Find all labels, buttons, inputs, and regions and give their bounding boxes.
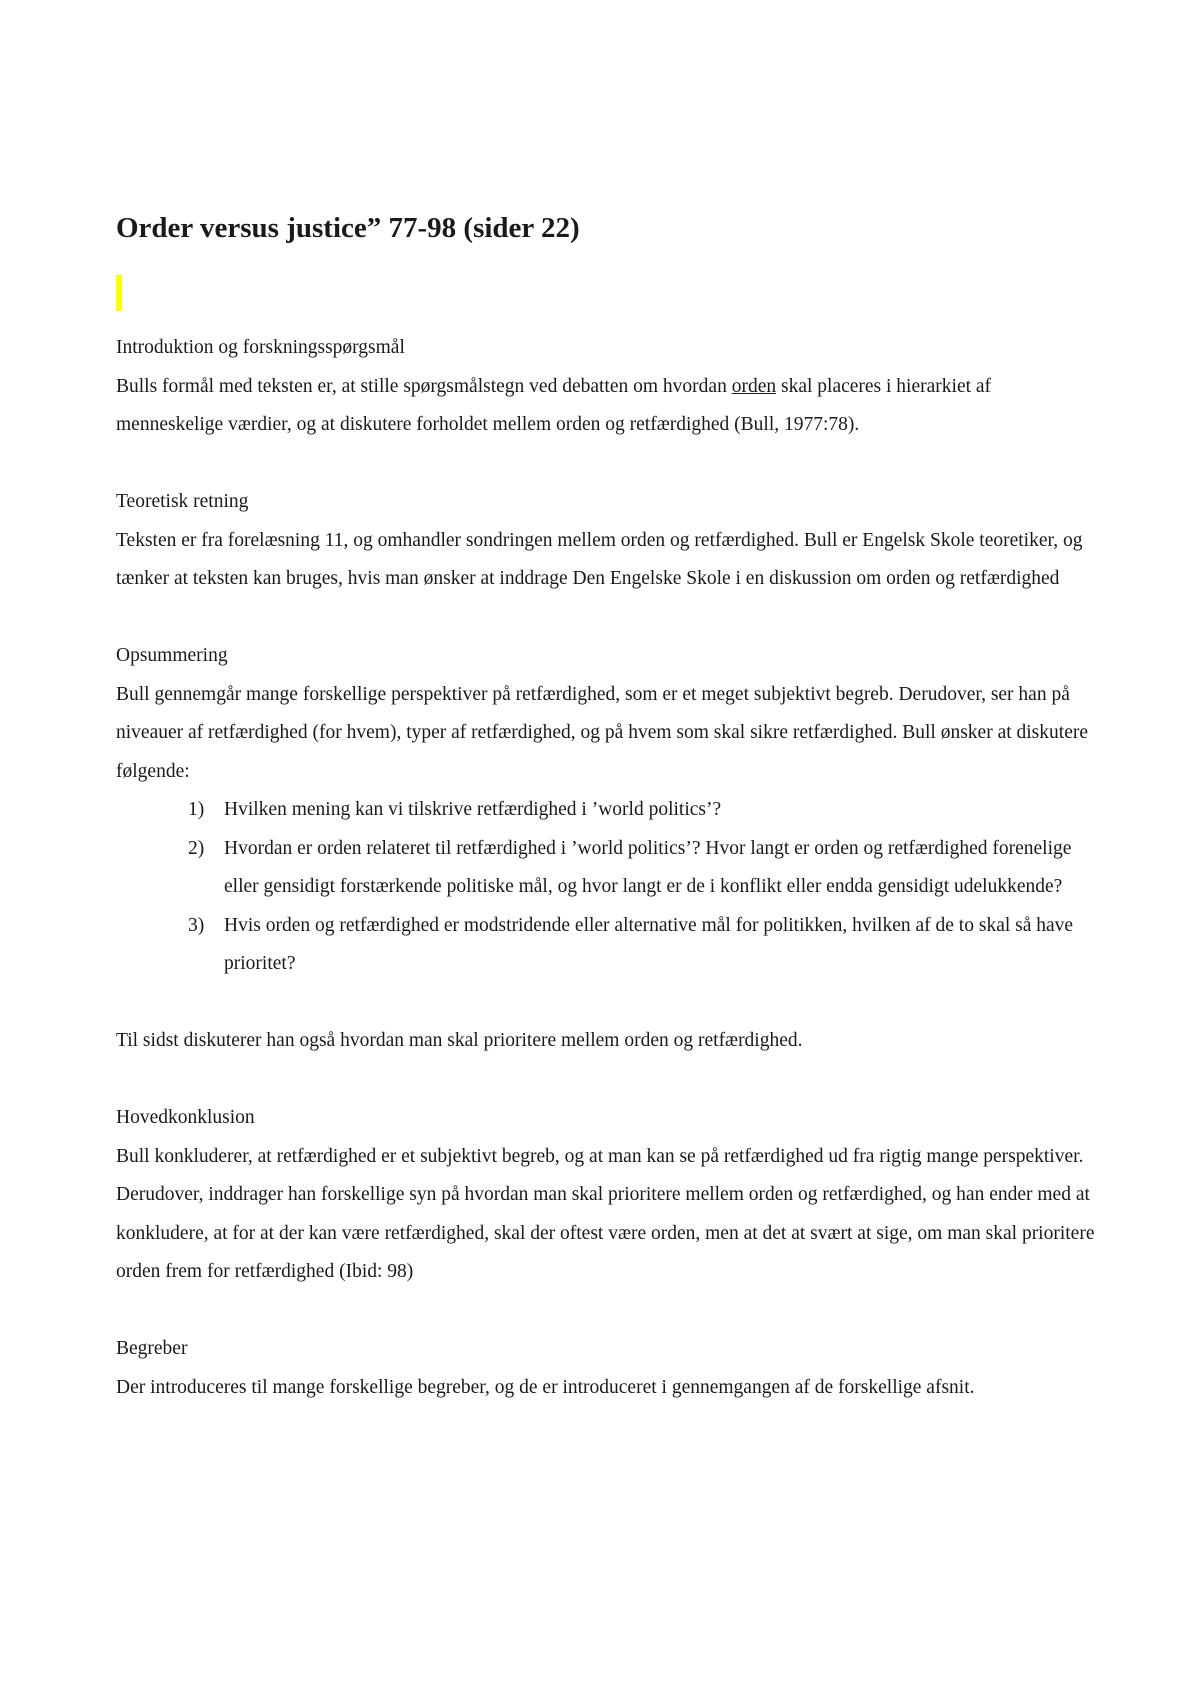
section-heading: Begreber bbox=[116, 1338, 188, 1359]
section-conclusion bbox=[116, 1099, 1096, 1292]
list-number: 2) bbox=[188, 837, 205, 859]
paragraph-text: skal placeres i hierarkiet af menneskelige værdier, og at diskutere forholdet mellem orden og retfærdighed (Bull, 1977:78). bbox=[116, 375, 992, 435]
section-heading: Introduktion og forskningsspørgsmål bbox=[116, 337, 405, 358]
list-item bbox=[188, 907, 1096, 984]
section-theory bbox=[116, 483, 1096, 599]
section-paragraph: Der introduceres til mange forskellige begreber, og de er introduceret i gennemgangen af de forskellige afsnit. bbox=[116, 1376, 975, 1398]
list-number: 1) bbox=[188, 799, 205, 820]
list-item bbox=[188, 830, 1096, 907]
section-paragraph: Bull konkluderer, at retfærdighed er et subjektivt begreb, og at man kan se på retfærdighed ud fra rigtig mange perspektiver. Derudover, inddrager han forskellige syn på hvordan man skal prioritere mellem orden og retfærdighed, og han ender med at konkludere, at for at der kan være retfærdighed, skal der oftest være orden, men at det at svært at sige, om man skal prioritere orden frem for retfærdighed (Ibid: 98) bbox=[116, 1145, 1095, 1282]
section-paragraph bbox=[116, 368, 1096, 445]
text-highlight-mark bbox=[116, 275, 122, 311]
paragraph-text: Bulls formål med teksten er, at stille spørgsmålstegn ved debatten om hvordan bbox=[116, 375, 732, 397]
section-summary bbox=[116, 637, 1096, 984]
section-heading: Opsummering bbox=[116, 645, 228, 666]
list-item bbox=[188, 791, 1096, 830]
list-item-text: Hvis orden og retfærdighed er modstridende eller alternative mål for politikken, hvilken af de to skal så have prioritet? bbox=[224, 914, 1074, 974]
section-summary-closing bbox=[116, 1022, 1096, 1061]
section-paragraph: Bull gennemgår mange forskellige perspektiver på retfærdighed, som er et meget subjektivt begreb. Derudover, ser han på niveauer af retfærdighed (for hvem), typer af retfærdighed, og på hvem som skal sikre retfærdighed. Bull ønsker at diskutere følgende: bbox=[116, 683, 1088, 782]
section-introduction bbox=[116, 329, 1096, 445]
document-title: Order versus justice” 77-98 (sider 22) bbox=[116, 212, 580, 244]
section-concepts bbox=[116, 1330, 1096, 1407]
question-list bbox=[116, 791, 1096, 984]
section-paragraph: Teksten er fra forelæsning 11, og omhandler sondringen mellem orden og retfærdighed. Bull er Engelsk Skole teoretiker, og tænker at teksten kan bruges, hvis man ønsker at inddrage Den Engelske Skole i en diskussion om orden og retfærdighed bbox=[116, 529, 1083, 589]
section-heading: Teoretisk retning bbox=[116, 491, 249, 512]
underlined-word: orden bbox=[731, 375, 777, 397]
list-item-text: Hvilken mening kan vi tilskrive retfærdighed i ’world politics’? bbox=[224, 799, 722, 820]
document-body bbox=[116, 329, 1096, 1446]
section-heading: Hovedkonklusion bbox=[116, 1107, 255, 1128]
list-number: 3) bbox=[188, 914, 205, 936]
list-item-text: Hvordan er orden relateret til retfærdighed i ’world politics’? Hvor langt er orden og retfærdighed forenelige eller gensidigt forstærkende politiske mål, og hvor langt er de i konflikt eller endda gensidigt udelukkende? bbox=[224, 837, 1072, 897]
section-paragraph: Til sidst diskuterer han også hvordan man skal prioritere mellem orden og retfærdighed. bbox=[116, 1030, 803, 1051]
